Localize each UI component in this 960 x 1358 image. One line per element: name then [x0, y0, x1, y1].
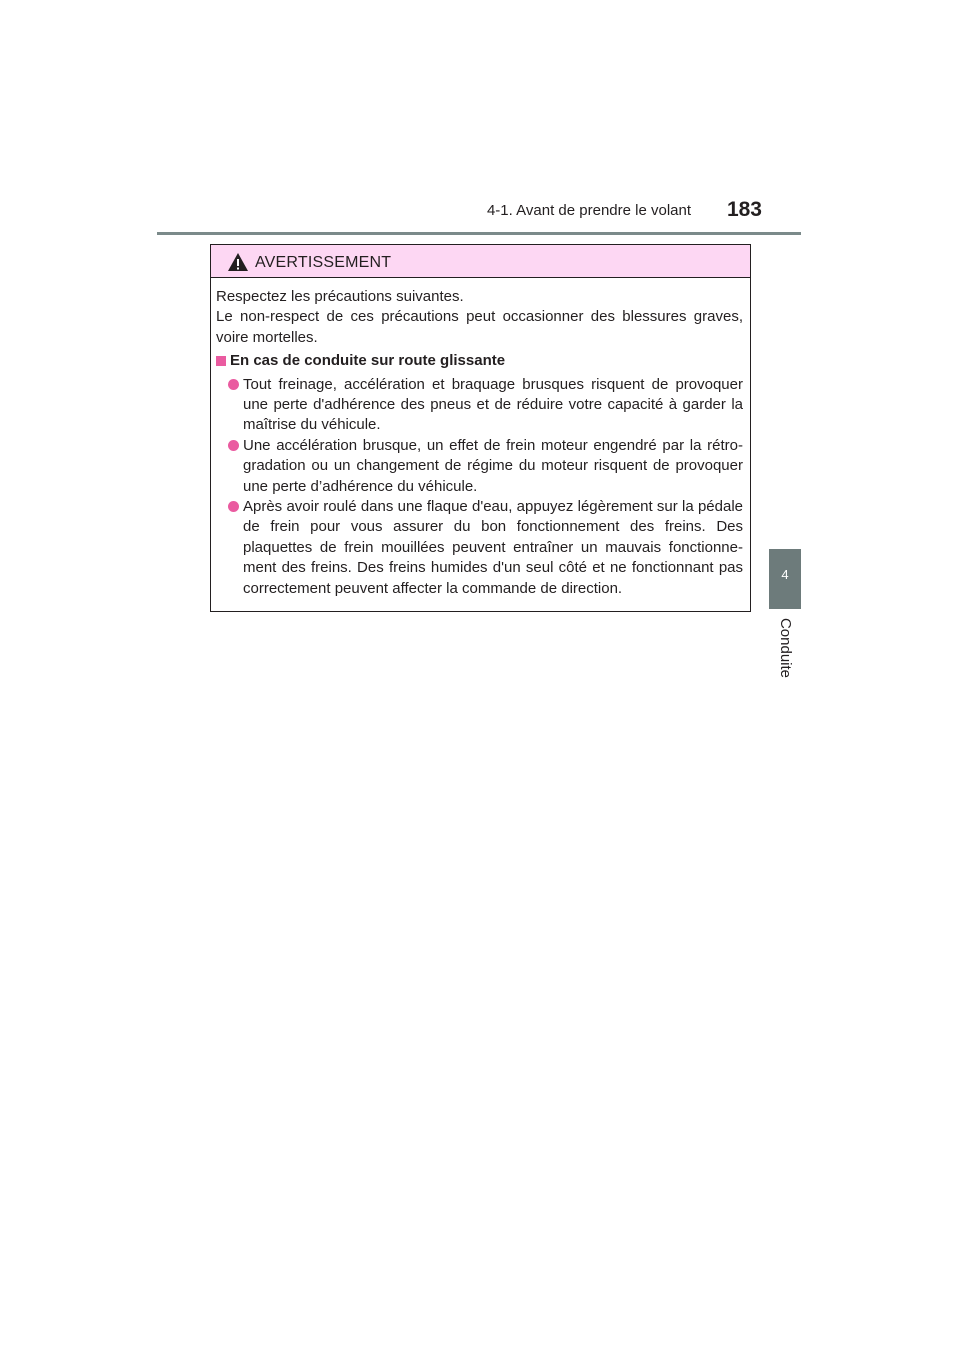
bullet-item: [216, 497, 743, 599]
chapter-tab: [769, 549, 801, 609]
warning-box: [210, 244, 751, 612]
square-bullet-icon: [216, 356, 226, 366]
bullet-text: Tout freinage, accélération et braquage brusques risquent de provoquer une perte d'adhérence des pneus et de réduire votre capacité à garder la maîtrise du véhicule.: [243, 375, 743, 434]
chapter-label: Conduite: [777, 617, 794, 679]
intro-line: Respectez les précautions suivantes.: [216, 288, 464, 305]
round-bullet-icon: [228, 501, 239, 512]
warning-header: [211, 245, 750, 278]
bullet-text: Après avoir roulé dans une flaque d'eau, appuyez légèrement sur la pédale de frein pour vous assurer du bon fonctionnement des freins. Des plaquettes de frein mouillées peuvent entraîner un mauvais fonctionne-ment des freins. Des freins humides d'un seul côté et ne fonctionnant pas correctement peuvent affecter la commande de direction.: [243, 498, 743, 597]
section-heading-text: En cas de conduite sur route glissante: [230, 352, 506, 370]
warning-triangle-icon: [227, 252, 249, 272]
bullet-item: [216, 436, 743, 497]
warning-title: AVERTISSEMENT: [255, 254, 392, 271]
chapter-number: 4: [781, 567, 789, 582]
bullet-text: Une accélération brusque, un effet de frein moteur engendré par la rétro-gradation ou un changement de régime du moteur risquent de provoquer une perte d’adhérence du véhicule.: [243, 436, 743, 495]
header-section-title: 4-1. Avant de prendre le volant: [486, 202, 691, 219]
section-heading: [216, 351, 743, 371]
round-bullet-icon: [228, 379, 239, 390]
round-bullet-icon: [228, 440, 239, 451]
intro-line: Le non-respect de ces précautions peut occasionner des blessures graves, voire mortelles.: [216, 308, 743, 346]
header-rule: [157, 232, 801, 235]
bullet-item: [216, 375, 743, 436]
page-number: 183: [726, 198, 762, 221]
warning-body: [216, 287, 743, 599]
